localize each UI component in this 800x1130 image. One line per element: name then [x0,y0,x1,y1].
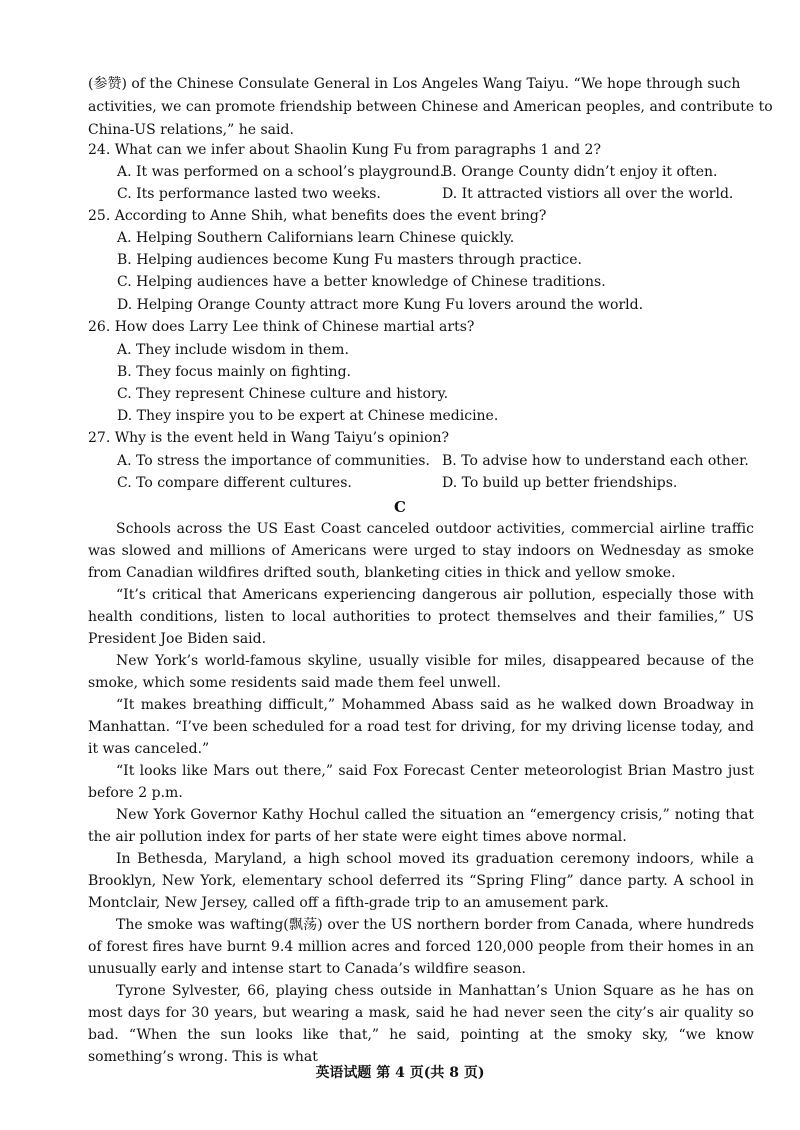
passage-paragraph-7: In Bethesda, Maryland, a high school moved its graduation ceremony indoors, while a Brooklyn, New York, elementary school deferred its “Spring Fling” dance party. A school in Montclair, New Jersey, called off a fifth-grade trip to an amusement park. [88,851,754,911]
question-26-stem: 26. How does Larry Lee think of Chinese martial arts? [88,319,475,335]
question-27-stem: 27. Why is the event held in Wang Taiyu’s opinion? [88,430,450,446]
passage-paragraph-8: The smoke was wafting(飘荡) over the US northern border from Canada, where hundreds of forest fires have burnt 9.4 million acres and forced 120,000 people from their homes in an unusually early and intense start to Canada’s wildfire season. [88,917,754,977]
passage-paragraph-9: Tyrone Sylvester, 66, playing chess outside in Manhattan’s Union Square as he has on most days for 30 years, but wearing a mask, said he had never seen the city’s air quality so bad. “When the sun looks like that,” he said, pointing at the smoky sky, “we know something’s wrong. This is what [88,983,754,1065]
question-24-option-c: C. Its performance lasted two weeks. [117,186,381,202]
page-footer: 英语试题 第 4 页(共 8 页) [315,1065,485,1081]
question-26-option-c: C. They represent Chinese culture and history. [117,386,449,402]
intro-line-2: activities, we can promote friendship between Chinese and American peoples, and contribute to [88,99,773,115]
question-27-option-a: A. To stress the importance of communities. [117,453,430,469]
question-24-option-b: B. Orange County didn’t enjoy it often. [442,164,718,180]
intro-line-1: (参赞) of the Chinese Consulate General in Los Angeles Wang Taiyu. “We hope through such [88,76,741,92]
question-25-option-c: C. Helping audiences have a better knowledge of Chinese traditions. [117,274,606,290]
passage-paragraph-1: Schools across the US East Coast canceled outdoor activities, commercial airline traffic was slowed and millions of Americans were urged to stay indoors on Wednesday as smoke from Canadian wildfires drifted south, blanketing cities in thick and yellow smoke. [88,521,754,581]
question-24-option-d: D. It attracted vistiors all over the world. [442,186,734,202]
question-27-option-c: C. To compare different cultures. [117,475,352,491]
passage-paragraph-4: “It makes breathing difficult,” Mohammed Abass said as he walked down Broadway in Manhattan. “I’ve been scheduled for a road test for driving, for my driving license today, and it was canceled.” [88,697,754,757]
question-26-option-a: A. They include wisdom in them. [117,342,349,358]
passage-paragraph-5: “It looks like Mars out there,” said Fox Forecast Center meteorologist Brian Mastro just before 2 p.m. [88,763,754,801]
question-25-stem: 25. According to Anne Shih, what benefits does the event bring? [88,208,547,224]
question-24-stem: 24. What can we infer about Shaolin Kung Fu from paragraphs 1 and 2? [88,142,601,158]
question-25-option-b: B. Helping audiences become Kung Fu masters through practice. [117,252,582,268]
passage-paragraph-2: “It’s critical that Americans experiencing dangerous air pollution, especially those with health conditions, listen to local authorities to protect themselves and their families,” US President Joe Biden said. [88,587,754,647]
question-26-option-d: D. They inspire you to be expert at Chinese medicine. [117,408,499,424]
question-25-option-a: A. Helping Southern Californians learn Chinese quickly. [117,230,515,246]
question-25-option-d: D. Helping Orange County attract more Kung Fu lovers around the world. [117,297,644,313]
intro-line-3: China-US relations,” he said. [88,122,294,138]
question-27-option-d: D. To build up better friendships. [442,475,678,491]
passage-paragraph-6: New York Governor Kathy Hochul called the situation an “emergency crisis,” noting that the air pollution index for parts of her state were eight times above normal. [88,807,754,845]
question-27-option-b: B. To advise how to understand each other. [442,453,749,469]
question-26-option-b: B. They focus mainly on fighting. [117,364,351,380]
section-heading: C [394,498,406,516]
question-24-option-a: A. It was performed on a school’s playground. [117,164,445,180]
passage-paragraph-3: New York’s world-famous skyline, usually visible for miles, disappeared because of the smoke, which some residents said made them feel unwell. [88,653,754,691]
